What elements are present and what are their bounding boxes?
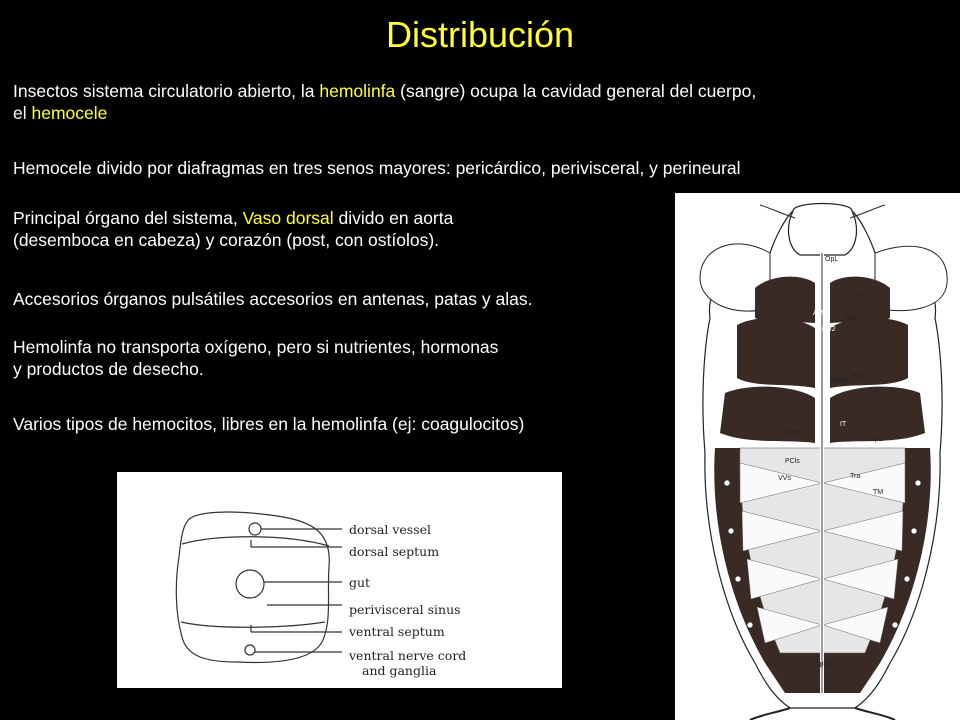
highlight-hemolinfa: hemolinfa [319,81,396,101]
cross-section-figure [117,472,562,688]
label-and-ganglia: and ganglia [362,663,437,678]
tag-pcls: PCls [785,458,800,465]
tag-pn: Pn [855,293,864,300]
cross-section-drawing [117,472,562,688]
tag-spviii: SpVIII [815,661,835,668]
tag-am2: AM2 [813,310,828,317]
paragraph-hemolymph-transport [13,336,498,380]
slide-title: Distribución [385,14,575,55]
insect-drawing [675,193,960,720]
tag-vvs: VVs [778,475,791,482]
p5-line-2: y productos de desecho. [13,359,204,379]
p3-text-a: Principal órgano del sistema, [13,208,243,228]
p3-text-b: divido en aorta [333,208,454,228]
label-ventral-nerve-cord: ventral nerve cord [349,648,467,663]
tag-opl: OpL [825,256,839,263]
label-perivisceral-sinus: perivisceral sinus [349,602,461,617]
highlight-hemocele: hemocele [31,103,108,123]
highlight-vaso-dorsal: Vaso dorsal [242,208,334,228]
tag-anr2: ANR2 [817,326,836,333]
tag-sp3: Sp3 [852,373,865,380]
tag-tra: Tra [850,473,861,480]
p1-text-c: el [13,103,32,123]
label-dorsal-septum: dorsal septum [349,544,440,559]
label-ventral-septum: ventral septum [349,624,445,639]
paragraph-hemocytes: Varios tipos de hemocitos, libres en la hemolinfa (ej: coagulocitos) [13,414,525,434]
tag-ddph: DDph [783,430,801,437]
label-gut: gut [349,575,371,590]
tag-tm: TM [873,489,884,496]
label-dorsal-vessel: dorsal vessel [349,522,432,537]
p3-line-2: (desemboca en cabeza) y corazón (post, con ostíolos). [13,230,440,250]
paragraph-open-circulatory-system [13,80,756,124]
tag-it: IT [840,421,847,428]
tag-sp2: Sp2 [845,315,858,322]
p5-line-1: Hemolinfa no transporta oxígeno, pero si nutrientes, hormonas [13,337,499,357]
tag-sp1: Sp1 [870,436,883,443]
insect-anatomy-figure [675,193,960,720]
paragraph-accessory-organs: Accesorios órganos pulsátiles accesorios en antenas, patas y alas. [13,289,533,309]
p1-text-a: Insectos sistema circulatorio abierto, la [13,81,320,101]
paragraph-dorsal-vessel [13,207,453,251]
paragraph-hemocele-sinuses: Hemocele divido por diafragmas en tres senos mayores: pericárdico, perivisceral, y perineural [13,158,741,178]
p1-text-b: (sangre) ocupa la cavidad general del cuerpo, [395,81,757,101]
tag-anr3: ANR3 [830,377,849,384]
